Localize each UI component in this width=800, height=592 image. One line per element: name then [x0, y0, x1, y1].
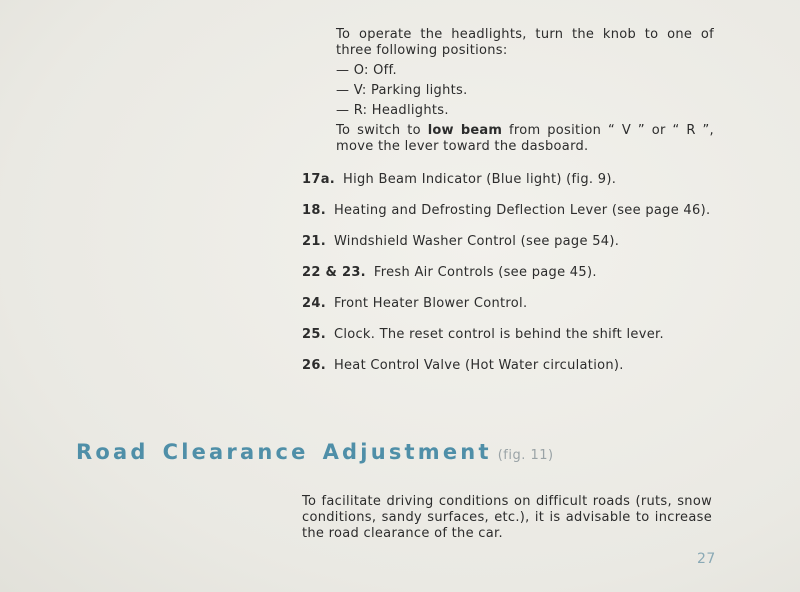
item-number: 22 & 23. [302, 265, 366, 280]
item-number: 26. [302, 358, 326, 373]
item-text: High Beam Indicator (Blue light) (fig. 9). [343, 172, 617, 187]
item-number: 17a. [302, 172, 336, 187]
low-beam-prefix: To switch to [336, 123, 428, 138]
heading-word-road: Road [76, 440, 149, 464]
item-number: 24. [302, 296, 326, 311]
option-headlights: — R: Headlights. [336, 103, 449, 118]
option-parking-lights: — V: Parking lights. [336, 83, 468, 98]
item-text: Heating and Defrosting Deflection Lever (see page 46). [333, 203, 711, 218]
figure-reference: (fig. 11) [497, 448, 554, 463]
control-list [302, 172, 722, 374]
list-item [302, 265, 722, 281]
road-clearance-paragraph: To facilitate driving conditions on difficult roads (ruts, snow conditions, sandy surfaces, etc.), it is advisable to increase the road clearance of the car. [302, 494, 712, 541]
list-item [302, 172, 722, 188]
item-number: 18. [302, 203, 326, 218]
page-number: 27 [697, 551, 716, 567]
list-item [302, 296, 722, 312]
low-beam-suffix: from position “ V ” or “ R ”, move the lever toward the dasboard. [336, 123, 714, 154]
operate-paragraph: To operate the headlights, turn the knob to one of three following positions: [336, 27, 714, 58]
item-text: Windshield Washer Control (see page 54). [333, 234, 620, 249]
list-item [302, 327, 722, 343]
option-off: — O: Off. [336, 63, 397, 78]
heading-word-adjustment: Adjustment [322, 440, 492, 464]
item-text: Heat Control Valve (Hot Water circulation). [333, 358, 624, 373]
headlight-instructions [336, 27, 714, 155]
heading-word-clearance: Clearance [162, 440, 309, 464]
item-text: Fresh Air Controls (see page 45). [373, 265, 597, 280]
item-text: Front Heater Blower Control. [333, 296, 528, 311]
item-number: 25. [302, 327, 326, 342]
item-number: 21. [302, 234, 326, 249]
list-item [302, 234, 722, 250]
low-beam-paragraph [336, 123, 714, 155]
low-beam-term: low beam [427, 123, 503, 138]
list-item [302, 358, 722, 374]
list-item [302, 203, 722, 219]
item-text: Clock. The reset control is behind the shift lever. [333, 327, 664, 342]
section-heading [76, 440, 554, 464]
